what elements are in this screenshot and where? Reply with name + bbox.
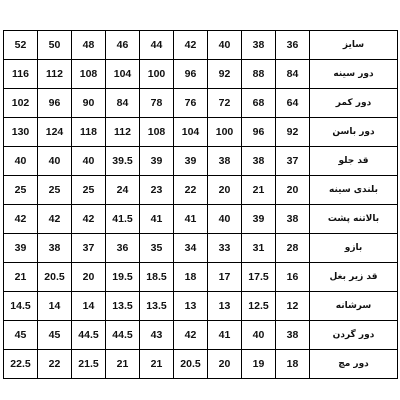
value-cell: 112 <box>106 118 140 147</box>
value-cell: 88 <box>242 60 276 89</box>
header-row <box>4 31 398 60</box>
value-cell: 34 <box>174 234 208 263</box>
size-header-cell: 48 <box>72 31 106 60</box>
value-cell: 25 <box>72 176 106 205</box>
value-cell: 42 <box>174 321 208 350</box>
size-chart-table <box>3 30 398 379</box>
value-cell: 40 <box>72 147 106 176</box>
value-cell: 100 <box>140 60 174 89</box>
size-header-cell: 40 <box>208 31 242 60</box>
value-cell: 42 <box>72 205 106 234</box>
value-cell: 38 <box>208 147 242 176</box>
measurement-row <box>4 321 398 350</box>
value-cell: 108 <box>72 60 106 89</box>
value-cell: 20.5 <box>174 350 208 379</box>
value-cell: 36 <box>106 234 140 263</box>
value-cell: 39 <box>140 147 174 176</box>
value-cell: 38 <box>242 147 276 176</box>
value-cell: 96 <box>242 118 276 147</box>
value-cell: 92 <box>276 118 310 147</box>
value-cell: 130 <box>4 118 38 147</box>
value-cell: 17 <box>208 263 242 292</box>
value-cell: 37 <box>72 234 106 263</box>
measurement-label-cell: قد زیر بغل <box>310 263 398 292</box>
value-cell: 12 <box>276 292 310 321</box>
value-cell: 84 <box>276 60 310 89</box>
value-cell: 45 <box>38 321 72 350</box>
value-cell: 40 <box>4 147 38 176</box>
value-cell: 39 <box>174 147 208 176</box>
value-cell: 104 <box>106 60 140 89</box>
value-cell: 40 <box>38 147 72 176</box>
value-cell: 39 <box>4 234 38 263</box>
value-cell: 44.5 <box>106 321 140 350</box>
value-cell: 96 <box>174 60 208 89</box>
measurement-label-cell: بلندی سینه <box>310 176 398 205</box>
size-header-cell: 46 <box>106 31 140 60</box>
measurement-label-cell: قد جلو <box>310 147 398 176</box>
value-cell: 38 <box>276 205 310 234</box>
measurement-row <box>4 234 398 263</box>
measurement-label-cell: دور سینه <box>310 60 398 89</box>
value-cell: 41.5 <box>106 205 140 234</box>
value-cell: 13.5 <box>106 292 140 321</box>
size-header-cell: 42 <box>174 31 208 60</box>
value-cell: 42 <box>38 205 72 234</box>
size-header-cell: 52 <box>4 31 38 60</box>
value-cell: 43 <box>140 321 174 350</box>
measurement-row <box>4 147 398 176</box>
measurement-row <box>4 292 398 321</box>
value-cell: 90 <box>72 89 106 118</box>
value-cell: 25 <box>4 176 38 205</box>
value-cell: 21 <box>140 350 174 379</box>
value-cell: 19 <box>242 350 276 379</box>
size-chart-body <box>4 31 398 379</box>
value-cell: 20 <box>208 350 242 379</box>
value-cell: 21 <box>106 350 140 379</box>
value-cell: 25 <box>38 176 72 205</box>
value-cell: 41 <box>208 321 242 350</box>
measurement-label-cell: بالاتنه پشت <box>310 205 398 234</box>
value-cell: 18 <box>174 263 208 292</box>
value-cell: 22 <box>38 350 72 379</box>
measurement-label-cell: سرشانه <box>310 292 398 321</box>
value-cell: 24 <box>106 176 140 205</box>
value-cell: 19.5 <box>106 263 140 292</box>
size-header-cell: 38 <box>242 31 276 60</box>
value-cell: 41 <box>140 205 174 234</box>
value-cell: 124 <box>38 118 72 147</box>
value-cell: 39.5 <box>106 147 140 176</box>
value-cell: 96 <box>38 89 72 118</box>
value-cell: 45 <box>4 321 38 350</box>
value-cell: 108 <box>140 118 174 147</box>
value-cell: 21.5 <box>72 350 106 379</box>
value-cell: 41 <box>174 205 208 234</box>
size-label-cell: سایز <box>310 31 398 60</box>
value-cell: 38 <box>276 321 310 350</box>
size-header-cell: 44 <box>140 31 174 60</box>
value-cell: 118 <box>72 118 106 147</box>
value-cell: 78 <box>140 89 174 118</box>
value-cell: 40 <box>242 321 276 350</box>
value-cell: 21 <box>4 263 38 292</box>
value-cell: 40 <box>208 205 242 234</box>
measurement-label-cell: دور گردن <box>310 321 398 350</box>
measurement-row <box>4 263 398 292</box>
measurement-row <box>4 118 398 147</box>
value-cell: 28 <box>276 234 310 263</box>
value-cell: 84 <box>106 89 140 118</box>
measurement-row <box>4 60 398 89</box>
value-cell: 76 <box>174 89 208 118</box>
value-cell: 18.5 <box>140 263 174 292</box>
value-cell: 18 <box>276 350 310 379</box>
value-cell: 16 <box>276 263 310 292</box>
value-cell: 44.5 <box>72 321 106 350</box>
value-cell: 22 <box>174 176 208 205</box>
value-cell: 68 <box>242 89 276 118</box>
value-cell: 17.5 <box>242 263 276 292</box>
value-cell: 20.5 <box>38 263 72 292</box>
value-cell: 37 <box>276 147 310 176</box>
value-cell: 100 <box>208 118 242 147</box>
size-header-cell: 36 <box>276 31 310 60</box>
value-cell: 33 <box>208 234 242 263</box>
value-cell: 35 <box>140 234 174 263</box>
size-header-cell: 50 <box>38 31 72 60</box>
value-cell: 112 <box>38 60 72 89</box>
value-cell: 14 <box>38 292 72 321</box>
measurement-label-cell: دور باسن <box>310 118 398 147</box>
value-cell: 22.5 <box>4 350 38 379</box>
value-cell: 20 <box>208 176 242 205</box>
value-cell: 12.5 <box>242 292 276 321</box>
value-cell: 64 <box>276 89 310 118</box>
measurement-label-cell: بازو <box>310 234 398 263</box>
value-cell: 72 <box>208 89 242 118</box>
value-cell: 104 <box>174 118 208 147</box>
value-cell: 102 <box>4 89 38 118</box>
measurement-row <box>4 205 398 234</box>
value-cell: 116 <box>4 60 38 89</box>
value-cell: 21 <box>242 176 276 205</box>
value-cell: 23 <box>140 176 174 205</box>
value-cell: 13 <box>174 292 208 321</box>
value-cell: 31 <box>242 234 276 263</box>
value-cell: 38 <box>38 234 72 263</box>
value-cell: 39 <box>242 205 276 234</box>
measurement-row <box>4 89 398 118</box>
value-cell: 13.5 <box>140 292 174 321</box>
value-cell: 42 <box>4 205 38 234</box>
measurement-label-cell: دور مچ <box>310 350 398 379</box>
value-cell: 20 <box>276 176 310 205</box>
value-cell: 14.5 <box>4 292 38 321</box>
value-cell: 13 <box>208 292 242 321</box>
measurement-label-cell: دور کمر <box>310 89 398 118</box>
measurement-row <box>4 350 398 379</box>
value-cell: 92 <box>208 60 242 89</box>
measurement-row <box>4 176 398 205</box>
value-cell: 14 <box>72 292 106 321</box>
value-cell: 20 <box>72 263 106 292</box>
